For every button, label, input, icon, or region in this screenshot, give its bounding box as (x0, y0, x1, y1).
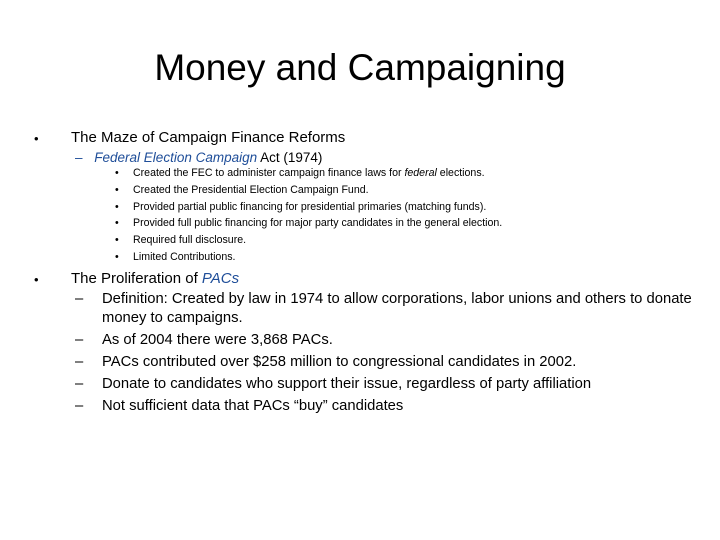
act-suffix: Act (1974) (257, 150, 323, 165)
act-name: Federal Election Campaign (94, 150, 258, 165)
list-item: • Created the FEC to administer campaign finance laws for federal elections. (115, 167, 485, 179)
list-item: • Provided partial public financing for presidential primaries (matching funds). (115, 200, 487, 213)
list-item: – Donate to candidates who support their issue, regardless of party affiliation (75, 375, 592, 392)
subheading-dash: – (75, 150, 83, 165)
list-item: • Created the Presidential Election Campaign Fund. (115, 183, 369, 196)
list-item: – Definition: Created by law in 1974 to allow corporations, labor unions and others to donate money to campaigns. (75, 291, 692, 326)
section1-bullet: • (34, 131, 39, 146)
list-item: – Not sufficient data that PACs “buy” candidates (75, 397, 404, 414)
list-item: – PACs contributed over $258 million to congressional candidates in 2002. (75, 353, 577, 370)
list-item: • Limited Contributions. (115, 250, 236, 263)
list-item: • Required full disclosure. (115, 234, 247, 247)
pacs-list (75, 290, 700, 419)
section1-heading: The Maze of Campaign Finance Reforms (71, 129, 346, 146)
act-provisions-list (110, 165, 502, 266)
section1-subheading (75, 149, 322, 166)
list-item: • Provided full public financing for major party candidates in the general election. (115, 217, 503, 230)
list-item: – As of 2004 there were 3,868 PACs. (75, 331, 333, 348)
section2-heading: The Proliferation of PACs (71, 270, 240, 287)
section2-bullet: • (34, 272, 39, 287)
slide-title: Money and Campaigning (154, 47, 566, 88)
